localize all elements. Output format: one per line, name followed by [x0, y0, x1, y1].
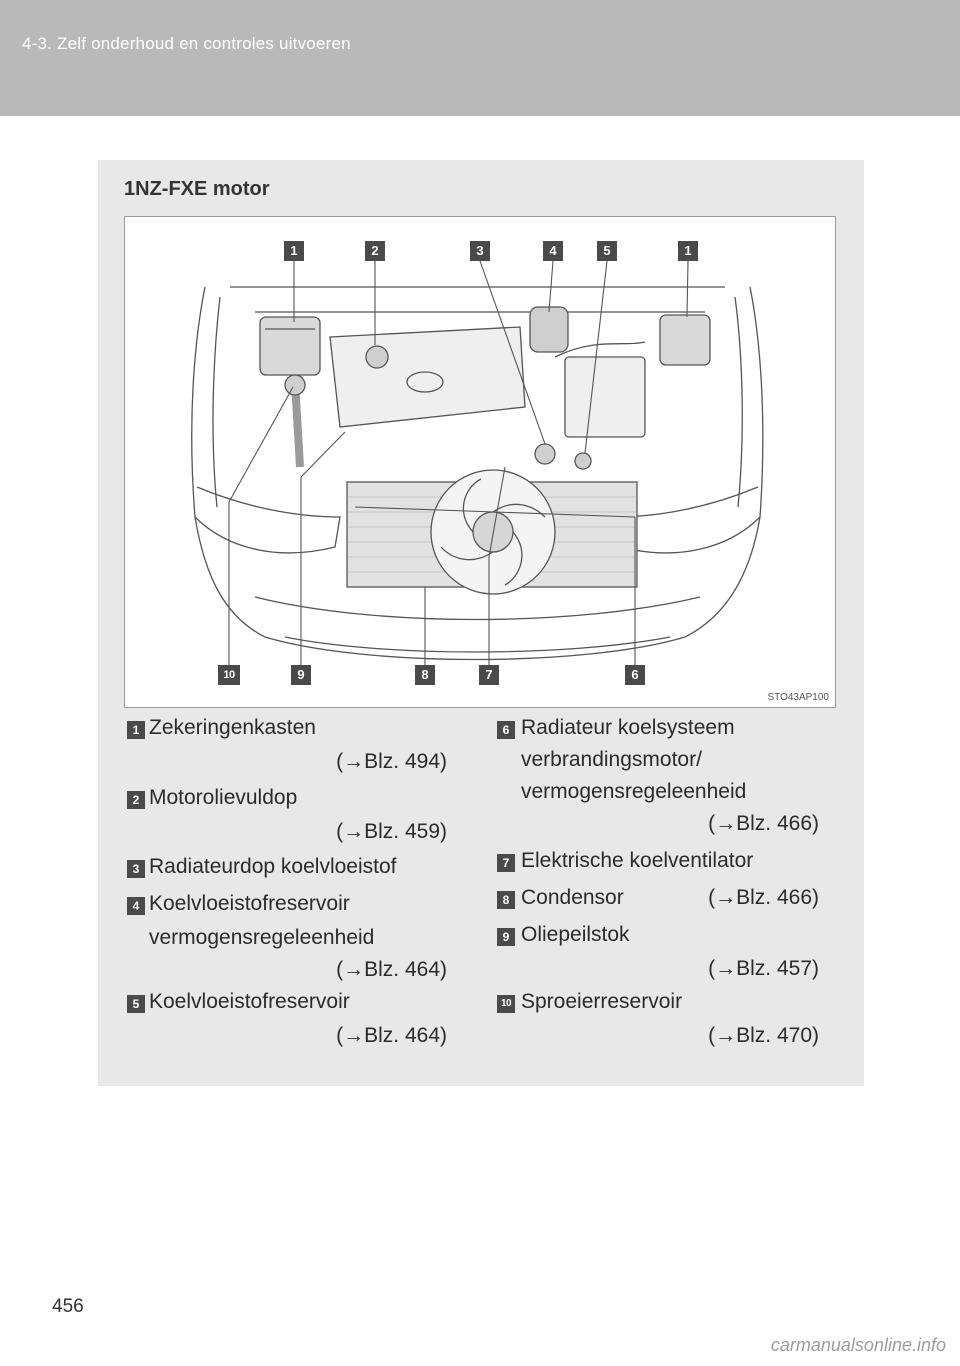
legend-label: Motorolievuldop	[149, 786, 298, 809]
legend-badge: 5	[127, 995, 145, 1013]
callout-6: 6	[625, 665, 645, 685]
callout-5: 5	[597, 241, 617, 261]
legend-badge: 3	[127, 860, 145, 878]
callout-1-right: 1	[678, 241, 698, 261]
legend-badge: 10	[497, 995, 515, 1013]
legend-label-line-2: vermogensregeleenheid	[149, 926, 375, 949]
callout-4: 4	[543, 241, 563, 261]
legend-badge: 2	[127, 791, 145, 809]
legend-label: Radiateur koelsysteem	[521, 716, 735, 739]
legend-item-3	[127, 855, 451, 885]
legend-label-line-3: vermogensregeleenheid	[521, 780, 747, 803]
page-number: 456	[52, 1296, 84, 1317]
legend-badge: 9	[497, 928, 515, 946]
legend-item-5	[127, 990, 451, 1054]
callout-10: 10	[218, 665, 240, 685]
panel-title: 1NZ-FXE motor	[124, 178, 270, 200]
callout-3: 3	[470, 241, 490, 261]
callout-2: 2	[365, 241, 385, 261]
figure-code: STO43AP100	[767, 692, 829, 703]
page-header	[0, 0, 960, 116]
legend-item-6	[497, 716, 823, 844]
engine-illustration	[124, 216, 836, 708]
page-reference: (→Blz. 466)	[708, 886, 819, 909]
legend-badge: 6	[497, 721, 515, 739]
page-reference: (→Blz. 464)	[336, 958, 447, 981]
legend-badge: 1	[127, 721, 145, 739]
legend-item-2	[127, 786, 451, 850]
legend-label: Radiateurdop koelvloeistof	[149, 855, 397, 878]
page-reference: (→Blz. 459)	[336, 820, 447, 843]
page-reference: (→Blz. 466)	[708, 812, 819, 835]
watermark: carmanualsonline.info	[770, 1335, 946, 1355]
legend-item-8	[497, 886, 823, 916]
callout-9: 9	[291, 665, 311, 685]
legend-item-7	[497, 849, 823, 879]
legend-badge: 7	[497, 854, 515, 872]
page-reference: (→Blz. 457)	[708, 957, 819, 980]
legend-item-4	[127, 892, 451, 988]
legend-label: Koelvloeistofreservoir	[149, 990, 350, 1013]
legend-label: Zekeringenkasten	[149, 716, 316, 739]
callout-1: 1	[284, 241, 304, 261]
legend-label: Elektrische koelventilator	[521, 849, 754, 872]
page-reference: (→Blz. 494)	[336, 750, 447, 773]
callout-8: 8	[415, 665, 435, 685]
page-reference: (→Blz. 464)	[336, 1024, 447, 1047]
section-title: 4-3. Zelf onderhoud en controles uitvoeren	[22, 34, 351, 53]
legend-label: Oliepeilstok	[521, 923, 630, 946]
legend-badge: 8	[497, 891, 515, 909]
legend-item-10	[497, 990, 823, 1054]
engine-bay-drawing	[125, 217, 837, 709]
legend-badge: 4	[127, 897, 145, 915]
page-reference: (→Blz. 470)	[708, 1024, 819, 1047]
legend-label: Koelvloeistofreservoir	[149, 892, 350, 915]
legend-label: Sproeierreservoir	[521, 990, 683, 1013]
legend-label-line-2: verbrandingsmotor/	[521, 748, 702, 771]
legend-item-9	[497, 923, 823, 987]
legend-item-1	[127, 716, 451, 780]
callout-7: 7	[479, 665, 499, 685]
legend-label: Condensor	[521, 886, 624, 909]
